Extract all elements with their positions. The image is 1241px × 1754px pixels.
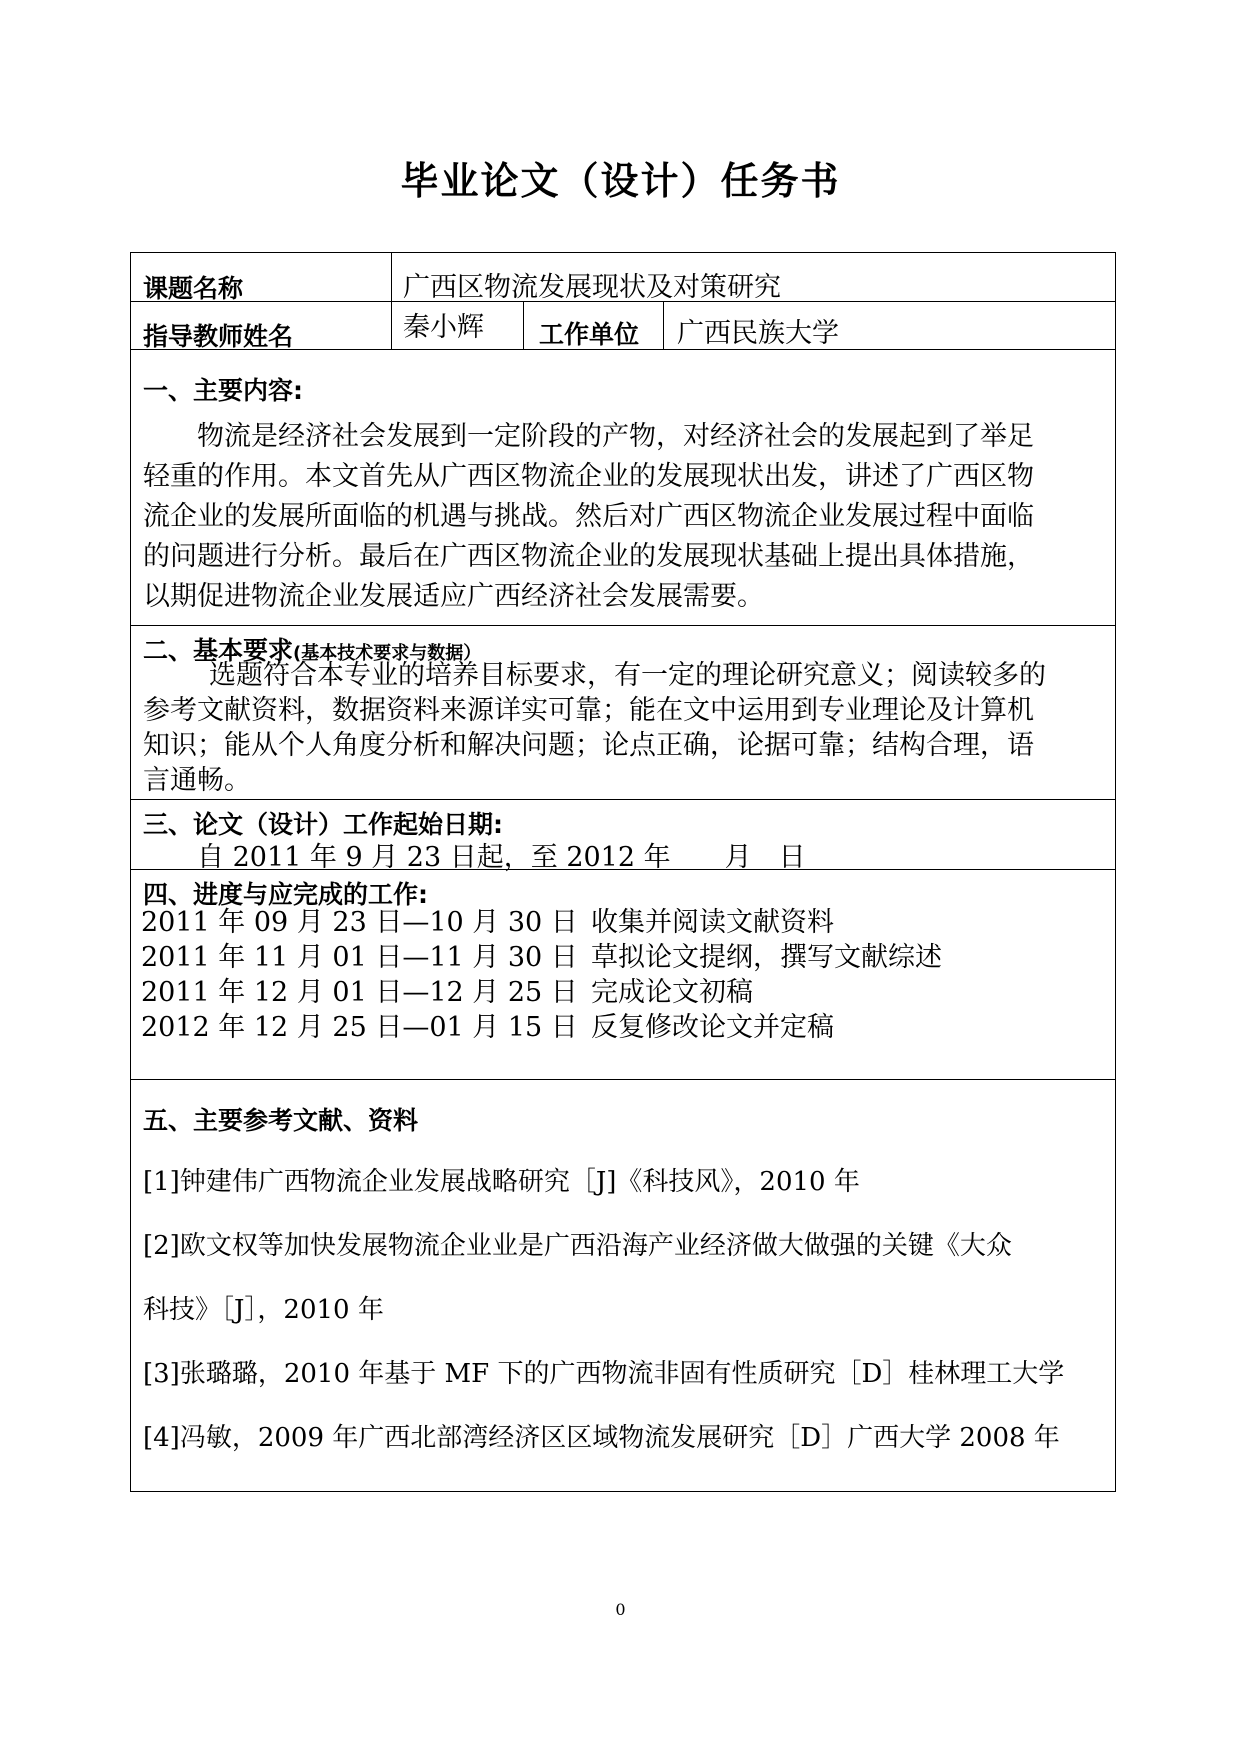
task-table — [130, 252, 1116, 1492]
advisor-value: 秦小辉 — [403, 312, 484, 343]
divider — [523, 301, 524, 349]
advisor-label: 指导教师姓名 — [143, 322, 294, 351]
reference-item: 科技》［J］，2010 年 — [143, 1295, 384, 1325]
topic-label: 课题名称 — [143, 274, 244, 303]
section2-line: 参考文献资料，数据资料来源详实可靠；能在文中运用到专业理论及计算机 — [143, 695, 1034, 726]
schedule-task: 收集并阅读文献资料 — [591, 907, 834, 938]
schedule-period: 2012 年 12 月 25 日—01 月 15 日 — [141, 1012, 578, 1043]
page-number: 0 — [615, 1600, 626, 1619]
reference-item: [1]钟建伟广西物流企业发展战略研究［J]《科技风》，2010 年 — [143, 1167, 860, 1197]
divider — [131, 625, 1115, 626]
section5-heading: 五、主要参考文献、资料 — [143, 1106, 419, 1135]
section2-heading-text: 二、基本要求 — [143, 636, 294, 665]
divider — [131, 799, 1115, 800]
workplace-value: 广西民族大学 — [677, 318, 839, 349]
section1-line: 以期促进物流企业发展适应广西经济社会发展需要。 — [143, 581, 764, 612]
schedule-task: 完成论文初稿 — [591, 977, 753, 1008]
divider — [131, 1079, 1115, 1080]
document-title: 毕业论文（设计）任务书 — [400, 159, 841, 203]
reference-item: [3]张璐璐，2010 年基于 MF 下的广西物流非固有性质研究［D］桂林理工大学 — [143, 1359, 1065, 1389]
section3-heading: 三、论文（设计）工作起始日期: — [143, 810, 503, 839]
section2-heading-sub: (基本技术要求与数据） — [293, 643, 482, 664]
divider — [131, 301, 1115, 302]
schedule-task: 反复修改论文并定稿 — [591, 1012, 834, 1043]
section1-line: 物流是经济社会发展到一定阶段的产物，对经济社会的发展起到了举足 — [197, 421, 1034, 452]
section2-line: 言通畅。 — [143, 765, 251, 796]
workplace-label: 工作单位 — [539, 320, 640, 349]
divider — [663, 301, 664, 349]
section1-heading: 一、主要内容: — [143, 376, 303, 405]
section4-heading: 四、进度与应完成的工作: — [143, 880, 428, 909]
date-range: 自 2011 年 9 月 23 日起，至 2012 年 月 日 — [197, 842, 806, 873]
divider — [131, 869, 1115, 870]
section2-body — [143, 658, 1103, 798]
section2-line: 选题符合本专业的培养目标要求，有一定的理论研究意义；阅读较多的 — [209, 660, 1046, 691]
divider — [131, 349, 1115, 350]
schedule-tasks — [591, 905, 942, 1045]
reference-item: [4]冯敏，2009 年广西北部湾经济区区域物流发展研究［D］广西大学 2008 年 — [143, 1423, 1060, 1453]
schedule-period: 2011 年 12 月 01 日—12 月 25 日 — [141, 977, 578, 1008]
schedule-task: 草拟论文提纲，撰写文献综述 — [591, 942, 942, 973]
schedule-period: 2011 年 11 月 01 日—11 月 30 日 — [141, 942, 578, 973]
section2-line: 知识；能从个人角度分析和解决问题；论点正确，论据可靠；结构合理，语 — [143, 730, 1034, 761]
schedule-period: 2011 年 09 月 23 日—10 月 30 日 — [141, 907, 578, 938]
section1-line: 的问题进行分析。最后在广西区物流企业的发展现状基础上提出具体措施， — [143, 541, 1034, 572]
topic-value: 广西区物流发展现状及对策研究 — [403, 272, 781, 303]
section1-line: 流企业的发展所面临的机遇与挑战。然后对广西区物流企业发展过程中面临 — [143, 501, 1034, 532]
section1-line: 轻重的作用。本文首先从广西区物流企业的发展现状出发，讲述了广西区物 — [143, 461, 1034, 492]
schedule-periods — [141, 905, 578, 1045]
section1-body — [143, 417, 1103, 617]
reference-item: [2]欧文权等加快发展物流企业业是广西沿海产业经济做大做强的关键《大众 — [143, 1231, 1012, 1261]
